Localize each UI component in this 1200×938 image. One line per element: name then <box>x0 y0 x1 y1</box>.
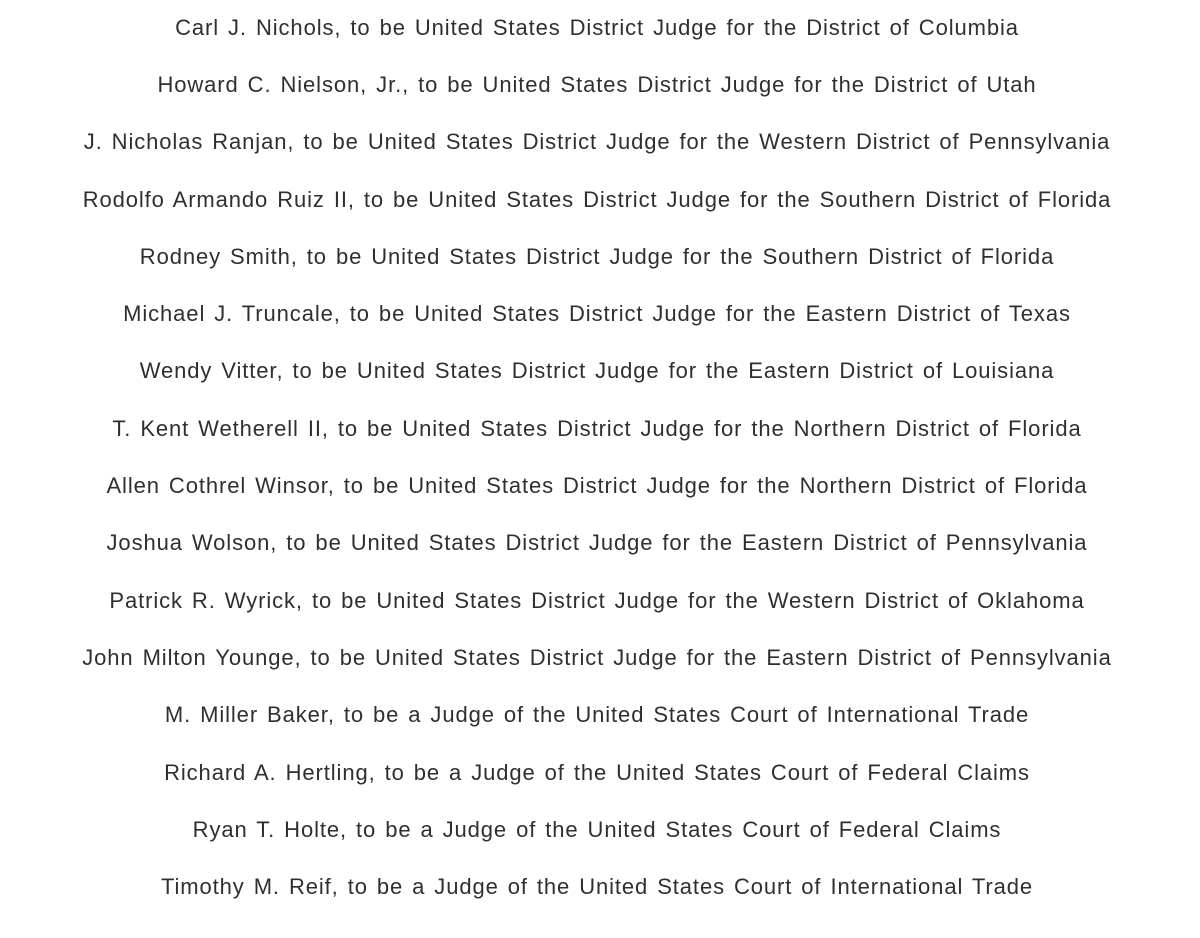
nomination-line: Timothy M. Reif, to be a Judge of the United States Court of International Trade <box>160 874 1034 900</box>
nomination-line: J. Nicholas Ranjan, to be United States District Judge for the Western District of Pennsylvania <box>83 129 1111 155</box>
nomination-line: Ryan T. Holte, to be a Judge of the United States Court of Federal Claims <box>192 816 1002 842</box>
nomination-line: Wendy Vitter, to be United States District Judge for the Eastern District of Louisiana <box>139 358 1055 384</box>
nomination-line: Rodney Smith, to be United States District Judge for the Southern District of Florida <box>139 243 1055 269</box>
nomination-line: John Milton Younge, to be United States District Judge for the Eastern District of Pennsylvania <box>82 644 1112 670</box>
nomination-line: T. Kent Wetherell II, to be United States District Judge for the Northern District of Florida <box>112 415 1082 441</box>
nomination-line: Allen Cothrel Winsor, to be United States District Judge for the Northern District of Florida <box>106 473 1088 499</box>
nomination-line: Howard C. Nielson, Jr., to be United States District Judge for the District of Utah <box>157 71 1037 97</box>
nomination-line: M. Miller Baker, to be a Judge of the United States Court of International Trade <box>164 702 1030 728</box>
nomination-line: Joshua Wolson, to be United States District Judge for the Eastern District of Pennsylvania <box>106 530 1088 556</box>
nomination-line: Patrick R. Wyrick, to be United States District Judge for the Western District of Oklahoma <box>109 587 1085 613</box>
nomination-line: Michael J. Truncale, to be United States District Judge for the Eastern District of Texas <box>123 301 1071 327</box>
nomination-line: Rodolfo Armando Ruiz II, to be United States District Judge for the Southern District of Florida <box>82 186 1112 212</box>
nomination-line: Carl J. Nichols, to be United States District Judge for the District of Columbia <box>175 14 1019 40</box>
nomination-line: Richard A. Hertling, to be a Judge of the United States Court of Federal Claims <box>164 759 1030 785</box>
